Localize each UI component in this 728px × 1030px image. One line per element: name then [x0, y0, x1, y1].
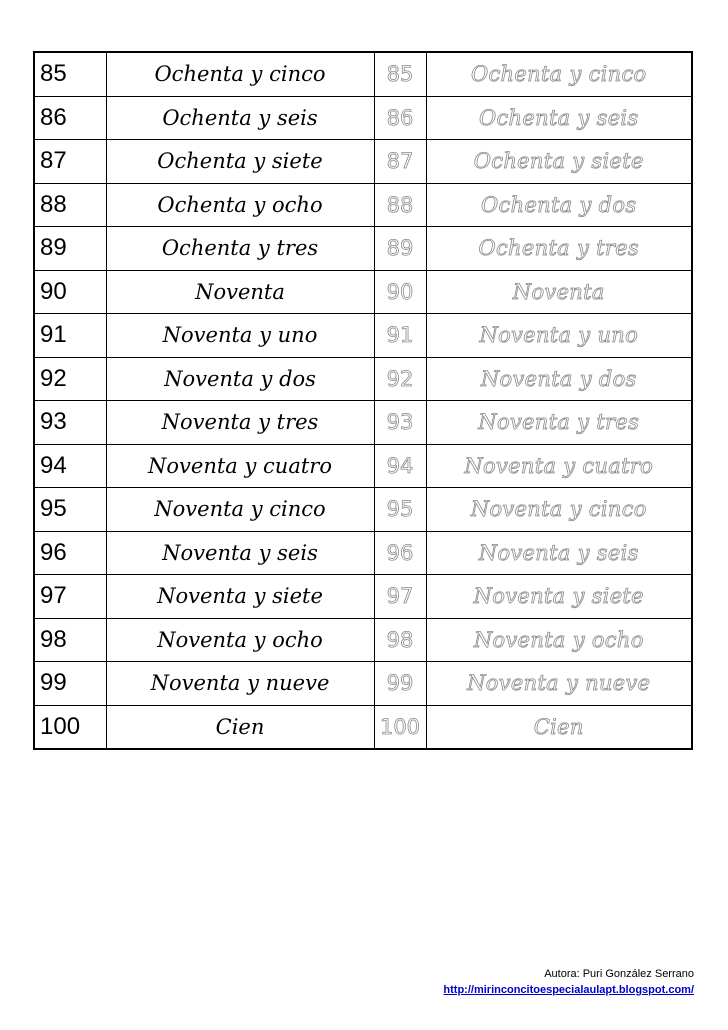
trace-number-cell: 86	[374, 96, 426, 140]
number-word-cell: Noventa y dos	[106, 357, 374, 401]
number-word-cell: Noventa y seis	[106, 531, 374, 575]
number-word-cell: Ochenta y seis	[106, 96, 374, 140]
trace-word-cell: Noventa y siete	[426, 575, 692, 619]
trace-word-cell: Noventa y ocho	[426, 618, 692, 662]
trace-word-cell: Ochenta y tres	[426, 227, 692, 271]
trace-number-cell: 99	[374, 662, 426, 706]
trace-number-cell: 92	[374, 357, 426, 401]
number-word-cell: Ochenta y siete	[106, 140, 374, 184]
trace-number-cell: 96	[374, 531, 426, 575]
number-cell: 85	[34, 52, 106, 96]
number-word-cell: Noventa y uno	[106, 314, 374, 358]
number-word-cell: Noventa	[106, 270, 374, 314]
trace-word-cell: Ochenta y siete	[426, 140, 692, 184]
table-row	[34, 357, 692, 401]
number-cell: 90	[34, 270, 106, 314]
table-row	[34, 575, 692, 619]
trace-number-cell: 95	[374, 488, 426, 532]
trace-word-cell: Noventa y cinco	[426, 488, 692, 532]
trace-word-cell: Noventa y nueve	[426, 662, 692, 706]
footer	[443, 966, 694, 998]
trace-number-cell: 98	[374, 618, 426, 662]
number-cell: 97	[34, 575, 106, 619]
table-row	[34, 662, 692, 706]
table-row	[34, 270, 692, 314]
trace-number-cell: 85	[374, 52, 426, 96]
table-row	[34, 531, 692, 575]
number-word-cell: Noventa y siete	[106, 575, 374, 619]
trace-word-cell: Ochenta y seis	[426, 96, 692, 140]
number-word-cell: Ochenta y tres	[106, 227, 374, 271]
table-row	[34, 314, 692, 358]
trace-word-cell: Noventa y uno	[426, 314, 692, 358]
number-cell: 92	[34, 357, 106, 401]
table-body	[34, 52, 692, 749]
number-cell: 91	[34, 314, 106, 358]
number-cell: 98	[34, 618, 106, 662]
trace-word-cell: Noventa y dos	[426, 357, 692, 401]
number-word-cell: Ochenta y cinco	[106, 52, 374, 96]
table-row	[34, 444, 692, 488]
number-word-cell: Noventa y cuatro	[106, 444, 374, 488]
trace-number-cell: 97	[374, 575, 426, 619]
author-credit: Autora: Puri González Serrano	[544, 968, 694, 980]
trace-word-cell: Noventa y seis	[426, 531, 692, 575]
number-cell: 99	[34, 662, 106, 706]
table-row	[34, 52, 692, 96]
number-cell: 89	[34, 227, 106, 271]
table-row	[34, 140, 692, 184]
trace-number-cell: 87	[374, 140, 426, 184]
trace-word-cell: Ochenta y dos	[426, 183, 692, 227]
number-word-cell: Noventa y tres	[106, 401, 374, 445]
number-cell: 88	[34, 183, 106, 227]
number-cell: 94	[34, 444, 106, 488]
trace-word-cell: Ochenta y cinco	[426, 52, 692, 96]
blog-link[interactable]: http://mirinconcitoespecialaulapt.blogspot.com/	[443, 984, 694, 996]
trace-number-cell: 94	[374, 444, 426, 488]
table-row	[34, 618, 692, 662]
trace-number-cell: 93	[374, 401, 426, 445]
table-row	[34, 705, 692, 749]
number-word-cell: Cien	[106, 705, 374, 749]
number-cell: 95	[34, 488, 106, 532]
number-cell: 87	[34, 140, 106, 184]
number-word-cell: Noventa y nueve	[106, 662, 374, 706]
trace-number-cell: 89	[374, 227, 426, 271]
trace-word-cell: Noventa y cuatro	[426, 444, 692, 488]
number-cell: 86	[34, 96, 106, 140]
trace-word-cell: Cien	[426, 705, 692, 749]
trace-number-cell: 100	[374, 705, 426, 749]
trace-word-cell: Noventa	[426, 270, 692, 314]
trace-number-cell: 90	[374, 270, 426, 314]
table-row	[34, 183, 692, 227]
trace-number-cell: 91	[374, 314, 426, 358]
number-word-cell: Noventa y ocho	[106, 618, 374, 662]
table-row	[34, 488, 692, 532]
number-cell: 96	[34, 531, 106, 575]
table-row	[34, 96, 692, 140]
table-row	[34, 401, 692, 445]
number-cell: 93	[34, 401, 106, 445]
table-row	[34, 227, 692, 271]
trace-word-cell: Noventa y tres	[426, 401, 692, 445]
number-cell: 100	[34, 705, 106, 749]
number-word-cell: Noventa y cinco	[106, 488, 374, 532]
number-words-table	[33, 51, 693, 750]
trace-number-cell: 88	[374, 183, 426, 227]
number-word-cell: Ochenta y ocho	[106, 183, 374, 227]
